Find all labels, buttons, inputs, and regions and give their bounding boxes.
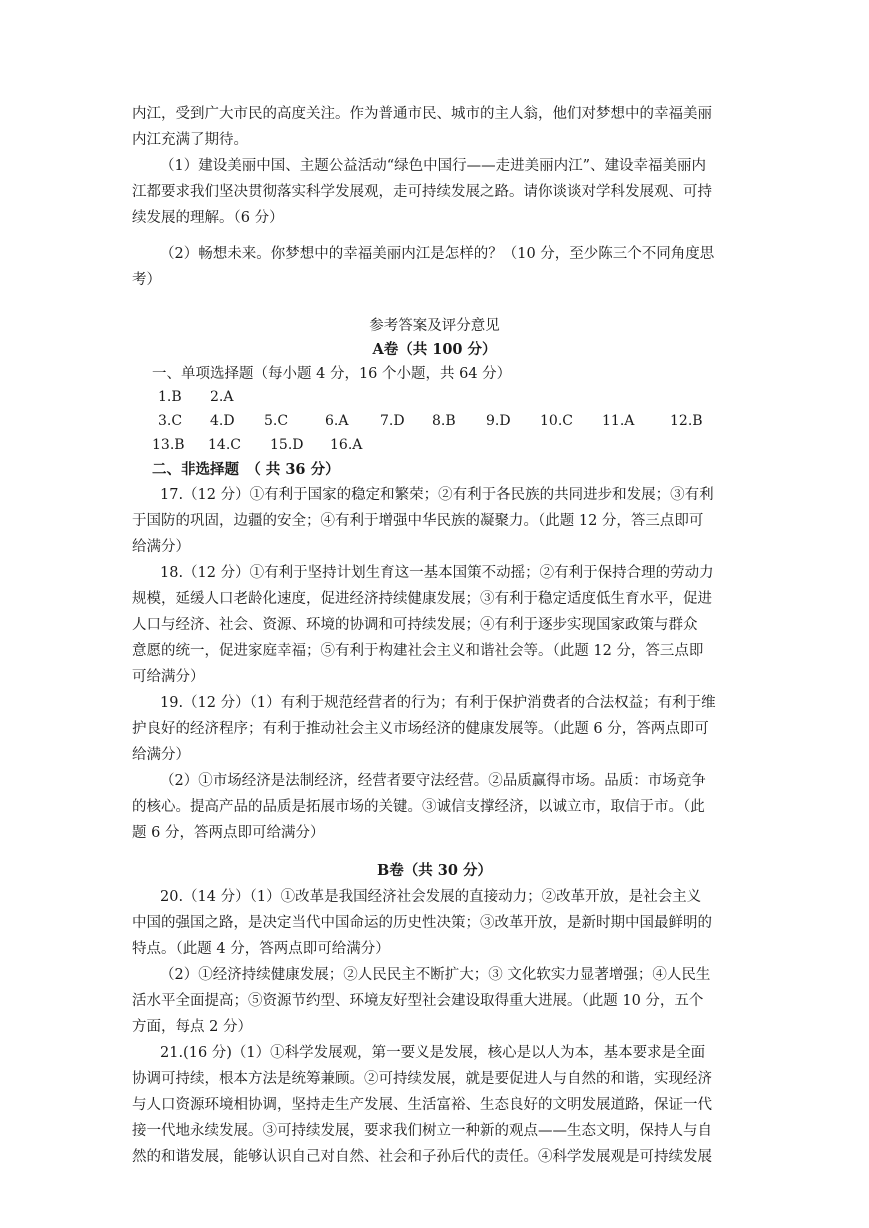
answer-17: 于国防的巩固，边疆的安全；④有利于增强中华民族的凝聚力。（此题 12 分，答三点即可 [132, 513, 704, 529]
answer-21: 然的和谐发展，能够认识自己对自然、社会和子孙后代的责任。④科学发展观是可持续发展 [132, 1149, 712, 1165]
choice-answer: 2.A [210, 389, 234, 405]
question-1-text: （1）建设美丽中国、主题公益活动“绿色中国行——走进美丽内江”、建设幸福美丽内 [160, 158, 707, 174]
answer-19-part-2: （2）①市场经济是法制经济，经营者要守法经营。②品质赢得市场。品质：市场竞争 [160, 773, 706, 789]
answer-17: 给满分） [132, 539, 190, 555]
choice-answer: 3.C [158, 413, 183, 429]
answer-18: 18.（12 分）①有利于坚持计划生育这一基本国策不动摇；②有利于保持合理的劳动力 [160, 565, 714, 581]
question-text: 内江充满了期待。 [132, 132, 248, 148]
answer-20-part-2: （2）①经济持续健康发展；②人民民主不断扩大；③ 文化软实力显著增强；④人民生 [160, 967, 711, 983]
question-1-text: 续发展的理解。（6 分） [132, 210, 284, 226]
part-a-heading: A卷（共 100 分） [372, 341, 497, 358]
answer-18: 人口与经济、社会、资源、环境的协调和可持续发展；④有利于逐步实现国家政策与群众 [132, 617, 698, 633]
answer-19: 19.（12 分）（1）有利于规范经营者的行为；有利于保护消费者的合法权益；有利于维 [160, 695, 716, 711]
answer-17: 17.（12 分）①有利于国家的稳定和繁荣；②有利于各民族的共同进步和发展；③有利 [160, 487, 714, 503]
answer-21: 接一代地永续发展。③可持续发展，要求我们树立一种新的观点——生态文明，保持人与自 [132, 1123, 712, 1139]
answer-21: 与人口资源环境相协调，坚持走生产发展、生活富裕、生态良好的文明发展道路，保证一代 [132, 1097, 712, 1113]
answer-19: 给满分） [132, 747, 190, 763]
answer-19-part-2: 的核心。提高产品的品质是拓展市场的关键。③诚信支撑经济，以诚立市，取信于市。（此 [132, 799, 705, 815]
answer-20-part-2: 活水平全面提高；⑤资源节约型、环境友好型社会建设取得重大进展。（此题 10 分，五个 [132, 993, 704, 1009]
choice-answer: 8.B [432, 413, 456, 429]
choice-answer: 11.A [602, 413, 635, 429]
answer-19: 护良好的经济程序；有利于推动社会主义市场经济的健康发展等。（此题 6 分，答两点即可 [132, 721, 709, 737]
answer-18: 可给满分） [132, 669, 205, 685]
choice-answer: 10.C [540, 413, 573, 429]
choice-answer: 1.B [158, 389, 182, 405]
part-b-heading: B卷（共 30 分） [376, 862, 493, 879]
choice-answer: 16.A [330, 437, 363, 453]
choice-answer: 13.B [152, 437, 185, 453]
question-text: 内江，受到广大市民的高度关注。作为普通市民、城市的主人翁，他们对梦想中的幸福美丽 [132, 106, 712, 122]
answer-20: 特点。（此题 4 分，答两点即可给满分） [132, 941, 390, 957]
choice-answer: 7.D [380, 413, 405, 429]
answer-20: 中国的强国之路，是决定当代中国命运的历史性决策；③改革开放，是新时期中国最鲜明的 [132, 915, 712, 931]
answer-20: 20.（14 分）（1）①改革是我国经济社会发展的直接动力；②改革开放，是社会主义 [160, 889, 702, 905]
choice-answer: 9.D [486, 413, 511, 429]
question-1-text: 江都要求我们坚决贯彻落实科学发展观，走可持续发展之路。请你谈谈对学科发展观、可持 [132, 184, 712, 200]
choice-answer: 4.D [210, 413, 235, 429]
answer-19-part-2: 题 6 分，答两点即可给满分） [132, 825, 325, 841]
question-2-text: 考） [132, 272, 161, 288]
answer-21: 21.(16 分)（1）①科学发展观，第一要义是发展，核心是以人为本，基本要求是全面 [160, 1045, 706, 1061]
answer-18: 规模，延缓人口老龄化速度，促进经济持续健康发展；③有利于稳定适度低生育水平，促进 [132, 591, 712, 607]
choice-answer: 6.A [325, 413, 349, 429]
section-1-heading: 一、单项选择题（每小题 4 分，16 个小题，共 64 分） [152, 366, 512, 382]
answer-20-part-2: 方面，每点 2 分） [132, 1019, 252, 1035]
answer-18: 意愿的统一，促进家庭幸福；⑤有利于构建社会主义和谐社会等。（此题 12 分，答三点即 [132, 643, 704, 659]
answers-title: 参考答案及评分意见 [369, 318, 500, 334]
choice-answer: 12.B [670, 413, 703, 429]
section-2-heading: 二、非选择题 （ 共 36 分） [152, 461, 340, 478]
choice-answer: 14.C [208, 437, 241, 453]
answer-21: 协调可持续，根本方法是统筹兼顾。②可持续发展，就是要促进人与自然的和谐，实现经济 [132, 1071, 712, 1087]
choice-answer: 5.C [264, 413, 289, 429]
choice-answer: 15.D [270, 437, 304, 453]
question-2-text: （2）畅想未来。你梦想中的幸福美丽内江是怎样的？（10 分，至少陈三个不同角度思 [160, 246, 715, 262]
